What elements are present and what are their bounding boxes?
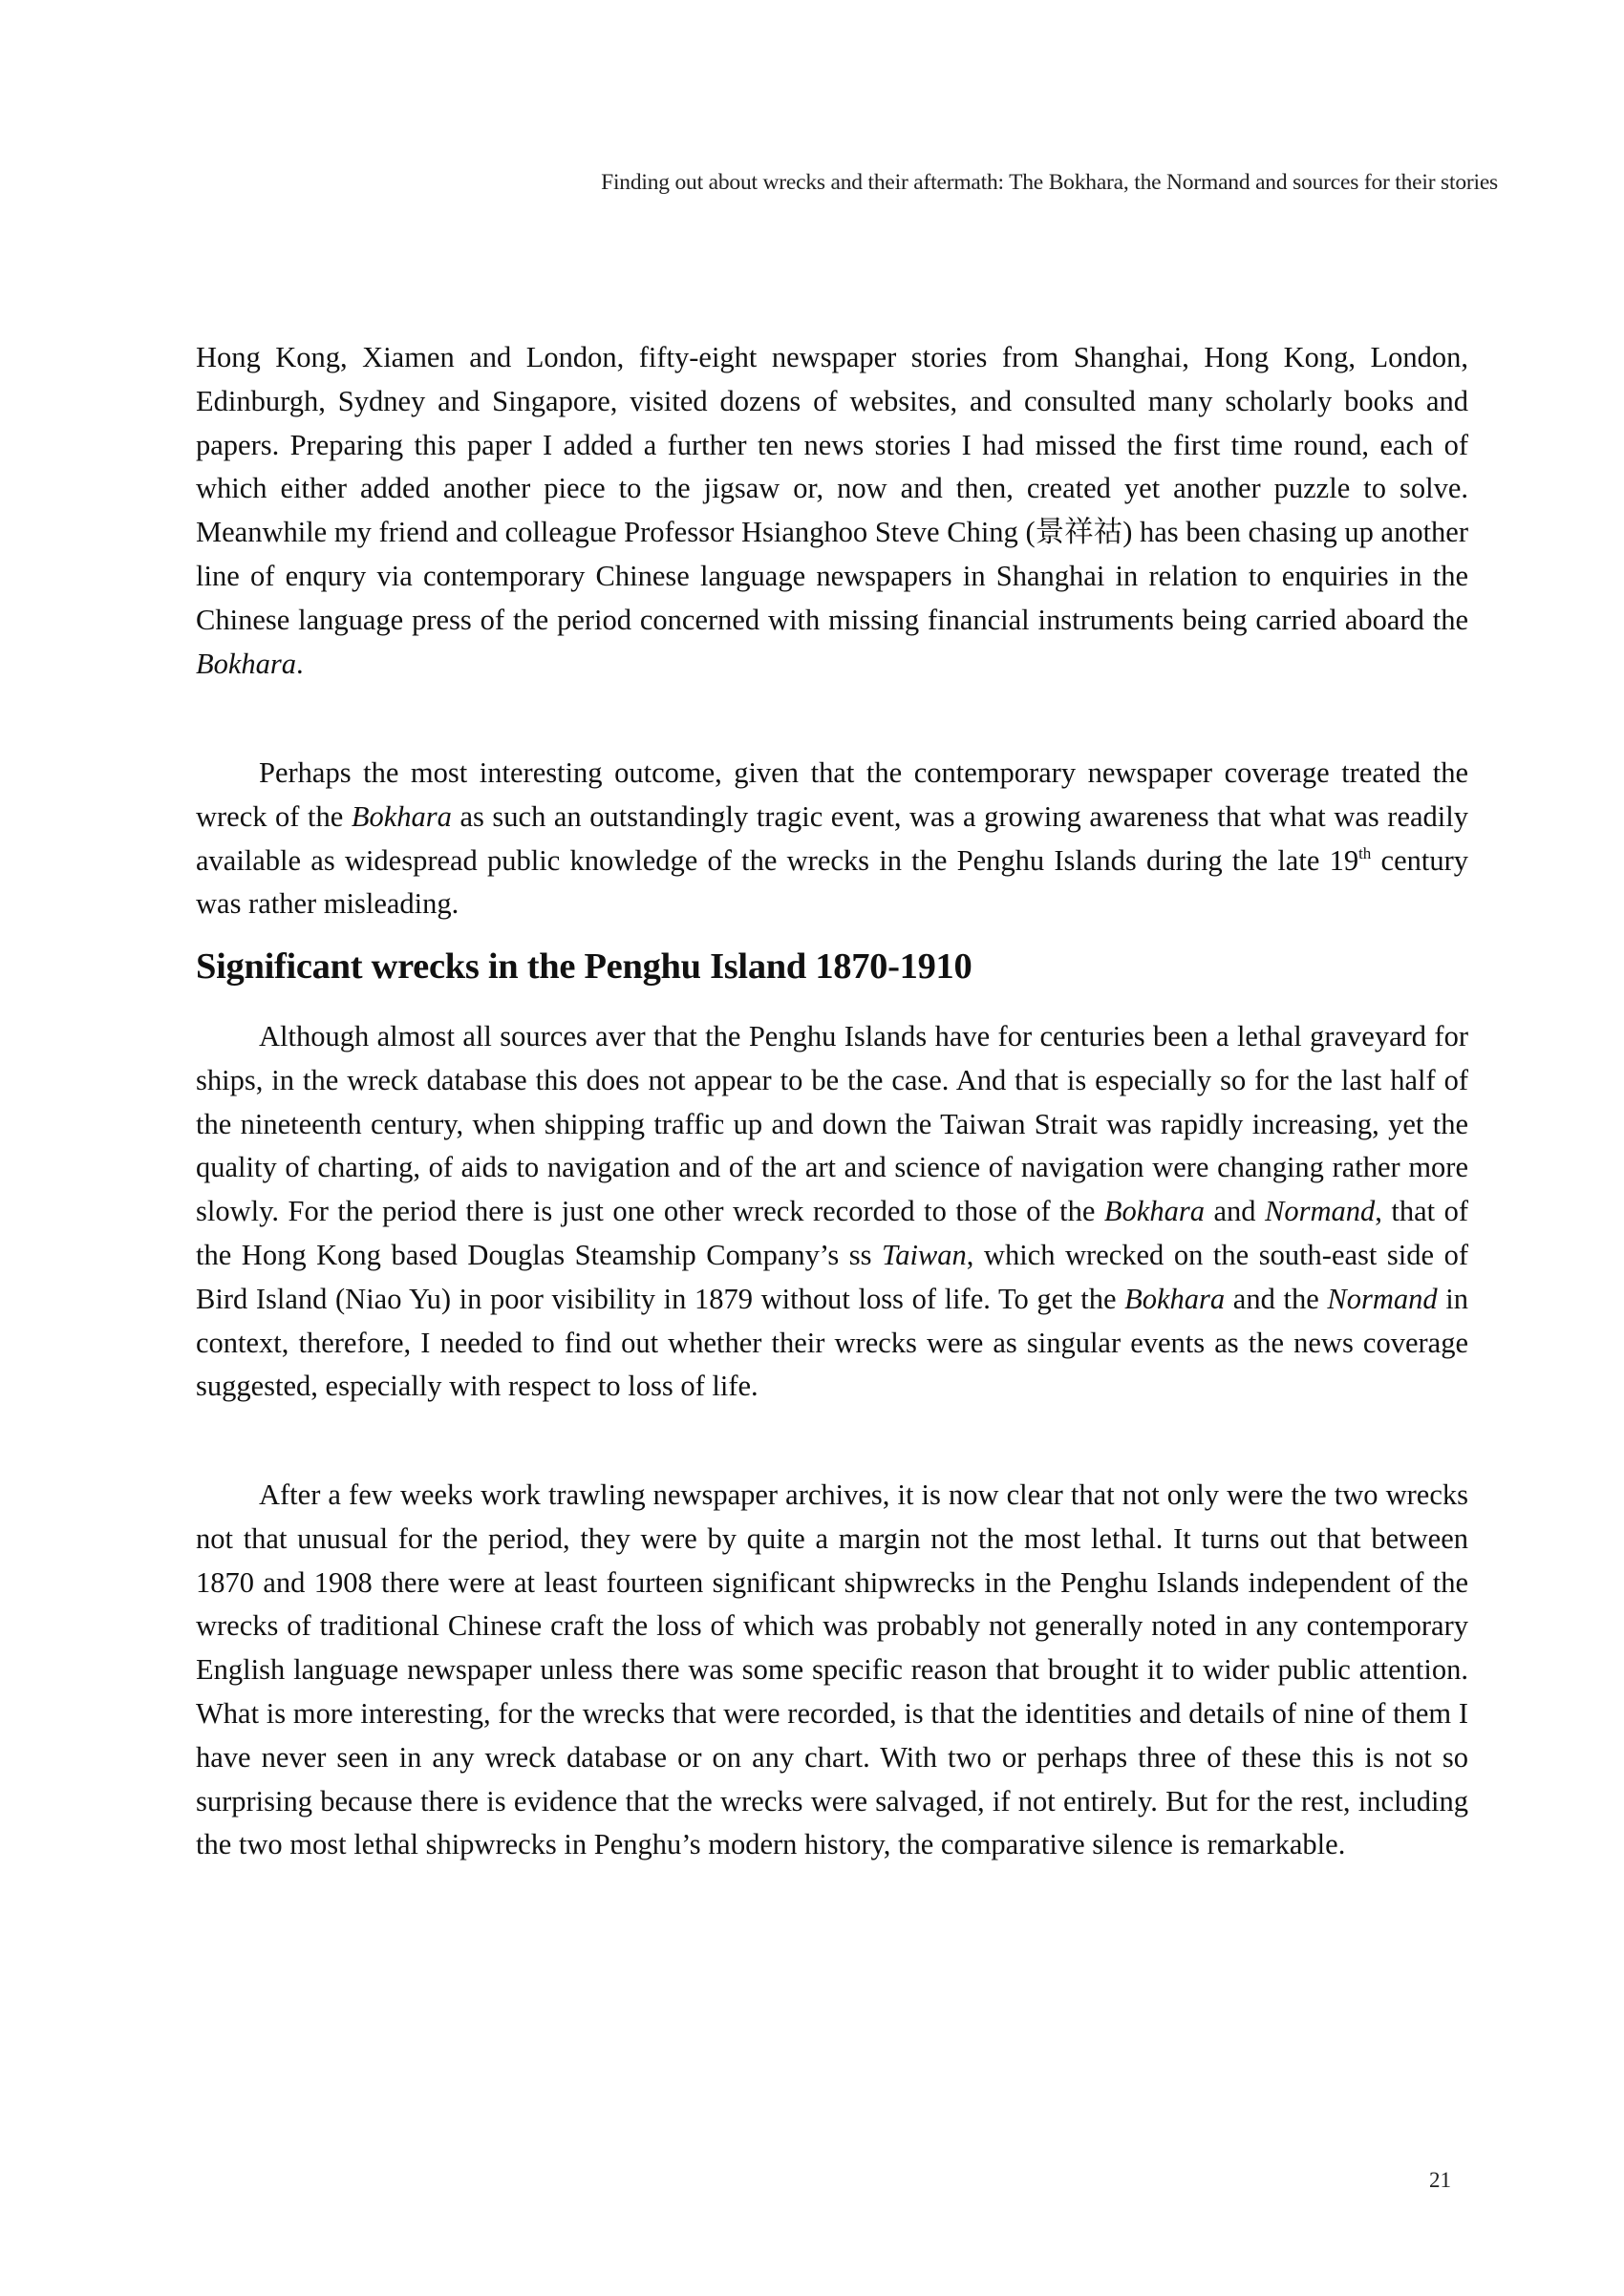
ship-name: Bokhara [1103, 1195, 1205, 1228]
paragraph-continued [196, 336, 1468, 686]
text-run: and [1204, 1195, 1265, 1228]
text-run: . [296, 647, 304, 680]
text-run: After a few weeks work trawling newspaper archives, it is now clear that not only were the two wrecks not that unusual for the period, they were by quite a margin not the most lethal. It turns out that between 1870 and 1908 there were at least fourteen significant shipwrecks in the Penghu Islands independent of the wrecks of traditional Chinese craft the loss of which was probably not generally noted in any contemporary English language newspaper unless there was some specific reason that brought it to wider public attention. What is more interesting, for the wrecks that were recorded, is that the identities and details of nine of them I have never seen in any wreck database or on any chart. With two or perhaps three of these this is not so surprising because there is evidence that the wrecks were salvaged, if not entirely. But for the rest, including the two most lethal shipwrecks in Penghu’s modern history, the comparative silence is remarkable. [196, 1478, 1468, 1861]
ship-name: Bokhara [196, 647, 297, 680]
text-run: as such an outstandingly tragic event, was a growing awareness that what was readily available as widespread public knowledge of the wrecks in the Penghu Islands during the late 19 [196, 799, 1468, 877]
ship-name: Normand [1264, 1195, 1376, 1228]
paragraph-archives [196, 1474, 1468, 1867]
text-run: Although almost all sources aver that the Penghu Islands have for centuries been a lethal graveyard for ships, in the wreck database this does not appear to be the case. And that is especially so for the last half of the nineteenth century, when shipping traffic up and down the Taiwan Strait was rapidly increasing, yet the quality of charting, of aids to navigation and of the art and science of navigation were changing rather more slowly. For the period there is just one other wreck recorded to those of the [196, 1020, 1468, 1228]
ship-name: Bokhara [351, 799, 452, 833]
paragraph-wreck-database [196, 1015, 1468, 1409]
section-heading: Significant wrecks in the Penghu Island 1870-1910 [196, 946, 972, 987]
text-run: and the [1225, 1282, 1328, 1315]
text-run: century was rather misleading. [196, 843, 1468, 921]
ship-name: Bokhara [1124, 1282, 1226, 1315]
paragraph-outcome [196, 752, 1468, 926]
ship-name: Taiwan [882, 1238, 967, 1271]
ordinal-superscript: th [1358, 843, 1372, 862]
text-run: , that of the Hong Kong based Douglas Steamship Company’s ss [196, 1195, 1468, 1271]
text-run: Perhaps the most interesting outcome, given that the contemporary newspaper coverage treated the wreck of the [196, 756, 1468, 833]
text-run: in context, therefore, I needed to find out whether their wrecks were as singular events as the news coverage suggested, especially with respect to loss of life. [196, 1282, 1468, 1403]
text-run: Hong Kong, Xiamen and London, fifty-eight newspaper stories from Shanghai, Hong Kong, London, Edinburgh, Sydney and Singapore, visited dozens of websites, and consulted many scholarly books and papers. Preparing this paper I added a further ten news stories I had missed the first time round, each of which either added another piece to the jigsaw or, now and then, created yet another puzzle to solve. Meanwhile my friend and colleague Professor Hsianghoo Steve Ching (景祥祜) has been chasing up another line of enqury via contemporary Chinese language newspapers in Shanghai in relation to enquiries in the Chinese language press of the period concerned with missing financial instruments being carried aboard the [196, 341, 1468, 636]
text-run: , which wrecked on the south-east side of Bird Island (Niao Yu) in poor visibility in 1879 without loss of life. To get the [196, 1238, 1468, 1315]
ship-name: Normand [1327, 1282, 1438, 1315]
running-header: Finding out about wrecks and their aftermath: The Bokhara, the Normand and sources for their stories [601, 170, 1498, 195]
page-number: 21 [1429, 2168, 1451, 2192]
